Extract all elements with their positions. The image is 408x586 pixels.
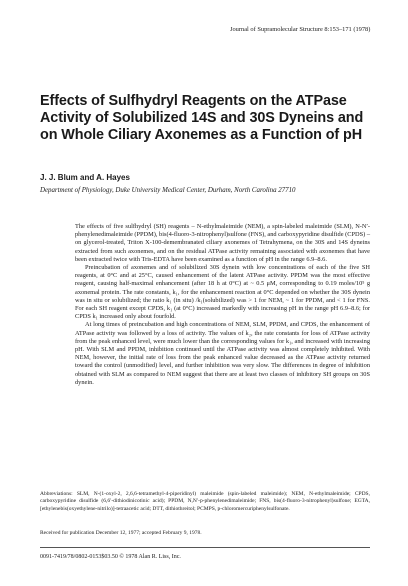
journal-header: Journal of Supramolecular Structure 8:153–171 (1978) xyxy=(230,26,371,33)
abstract-paragraph: At long times of preincubation and high concentrations of NEM, SLM, PPDM, and CPDS, the enhancement of ATPase activity was followed by a loss of activity. The values of k₂, the rate constants for loss of ATPase activity from the peak enhanced level, were much lower than the corresponding values for k₁, and increased with increasing pH. With SLM and PPDM, inhibition continued until the ATPase activity was almost completely inhibited. With NEM, however, the initial rate of loss from the peak enhanced value decreased as the ATPase activity returned toward the control (unmodified) level, and further inhibition was very slow. The differences in degree of inhibition obtained with SLM as compared to NEM suggest that there are at least two classes of inhibitory SH groups on 30S dynein. xyxy=(75,321,370,386)
article-title: Effects of Sulfhydryl Reagents on the ATPase Activity of Solubilized 14S and 30S Dyneins and on Whole Ciliary Axonemes as a Function of pH xyxy=(40,93,364,143)
copyright-line: 0091-7419/78/0802-0153$03.50 © 1978 Alan R. Liss, Inc. xyxy=(40,554,181,560)
received-date: Received for publication December 12, 1977; accepted February 9, 1978. xyxy=(40,530,202,536)
abstract-paragraph: The effects of five sulfhydryl (SH) reagents – N-ethylmaleimide (NEM), a spin-labeled maleimide (SLM), N-N′-phenylenedimaleimide (PPDM), bis(4-fluoro-3-nitrophenyl)sulfone (FNS), and carboxypyridine disulfide (CPDS) – on glycerol-treated, Triton X-100-demembranated ciliary axonemes of Tetrahymena, on the 30S and 14S dyneins extracted from such axonemes, and on the residual ATPase activity remaining associated with axonemes that have been extracted twice with Tris-EDTA have been examined as a function of pH in the range 6.9–8.6. xyxy=(75,223,370,263)
abstract-paragraph: Preincubation of axonemes and of solubilized 30S dynein with low concentrations of each of the five SH reagents, at 0°C and at 25°C, caused enhancement of the latent ATPase activity. PPDM was the most effective reagent, causing half-maximal enhancement (after 18 h at 0°C) at ~ 0.5 μM, corresponding to 0.19 moles/10⁵ g axonemal protein. The rate constants, k₁, for the enhancement reaction at 0°C depended on whether the 30S dynein was in situ or solubilized; the ratio k₁ (in situ) /k₁(solubilized) was > 1 for NEM, ~ 1 for PPDM, and < 1 for FNS. For each SH reagent except CPDS, k₁ (at 0°C) increased markedly with increasing pH in the range pH 6.9–8.6; for CPDS k₁ increased only about fourfold. xyxy=(75,264,370,321)
footer-divider xyxy=(40,547,370,548)
abbreviations-footnote: Abbreviations: SLM, N-(1-oxyl-2, 2,6,6-tetramethyl-4-piperidinyl) maleimide (spin-labeled maleimide); NEM, N-ethylmaleimide; CPDS, carboxypyridine disulfide (6,6′-dithiodinicotinic acid); PPDM, N,N′-p-phenylenedimaleimide; FNS, bis(4-fluoro-3-nitrophenyl)sulfone; EGTA, [ethylenebis(oxyethylene-nitrilo)]-tetraacetic acid; DTT, dithiothreitol; PCMPS, p-chloromercuriphenylsulfonate. xyxy=(40,491,370,512)
authors: J. J. Blum and A. Hayes xyxy=(40,173,130,182)
affiliation: Department of Physiology, Duke University Medical Center, Durham, North Carolina 27710 xyxy=(40,187,296,194)
abstract xyxy=(75,223,370,387)
